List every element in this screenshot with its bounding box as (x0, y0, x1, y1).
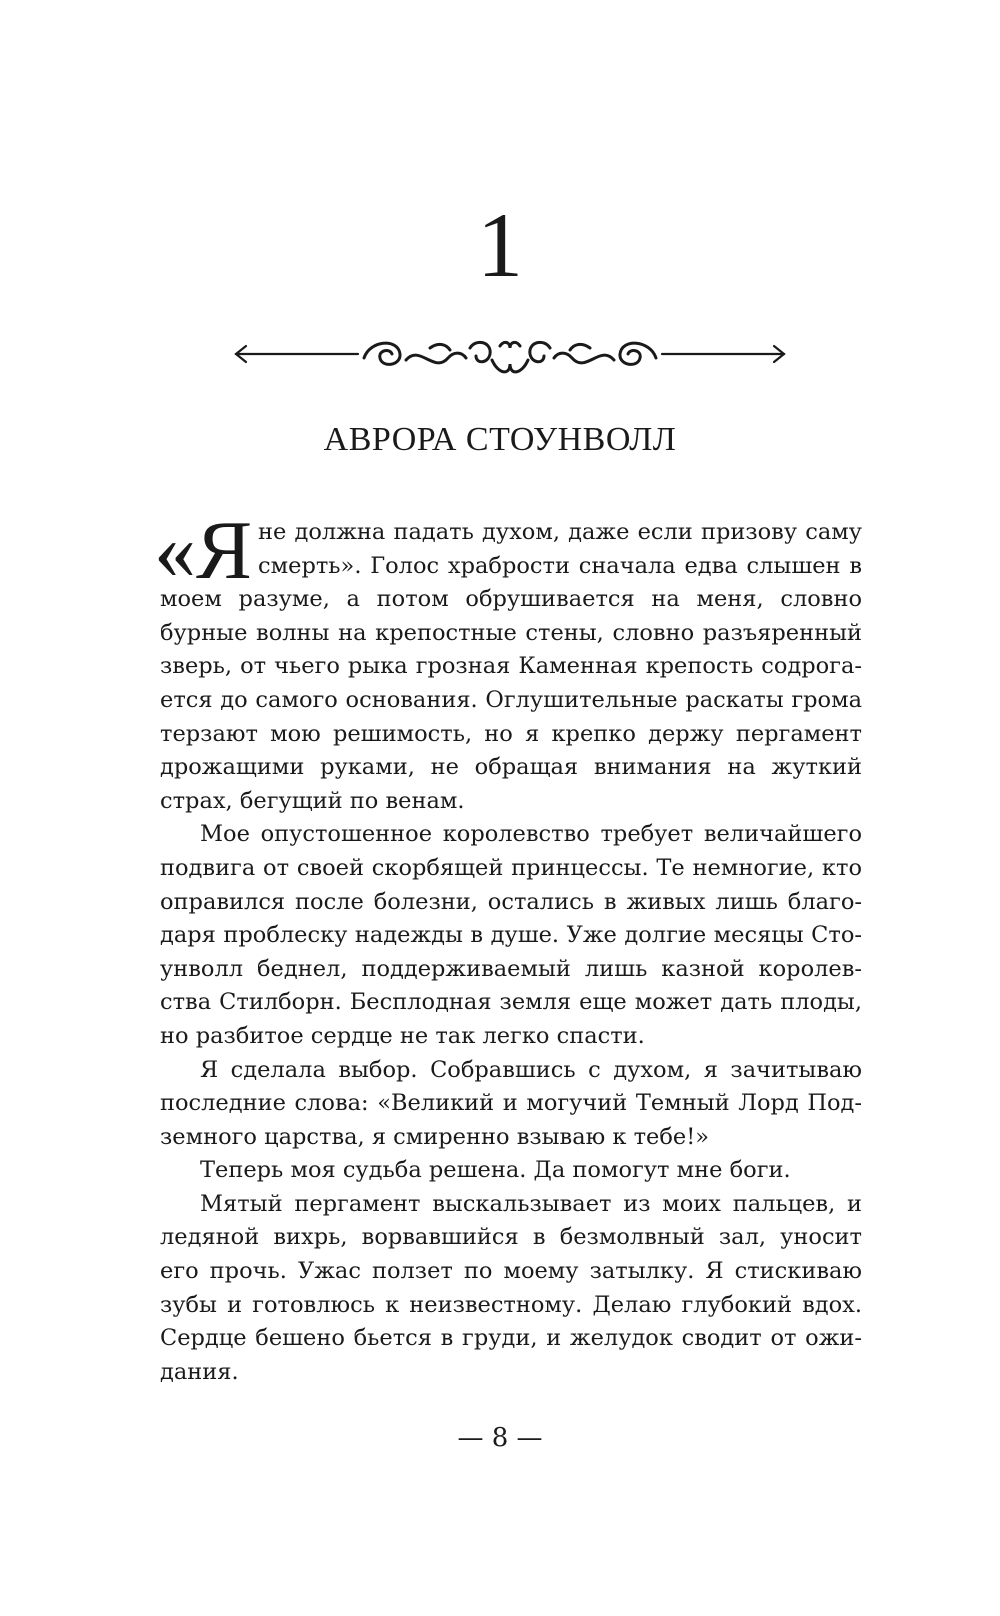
paragraph: Мое опустошенное королевство требует величайшего подвига от своей скорбящей принцессы. Те немногие, кто оправился после болезни, остались в живых лишь благодаря проблеску надежды в душе. Уже долгие месяцы Стоунволл беднел, поддерживаемый лишь казной королевства Стилборн. Бесплодная земля еще может дать плоды, но разбитое сердце не так легко спасти. (160, 821, 862, 1049)
paragraph: Мятый пергамент выскальзывает из моих пальцев, и ледяной вихрь, ворвавшийся в безмолвный зал, уносит его прочь. Ужас ползет по моему затылку. Я стискиваю зубы и готовлюсь к неизвестному. Делаю глубокий вдох. Сердце бешено бьется в груди, и желудок сводит от ожидания. (160, 1190, 862, 1385)
chapter-number: 1 (477, 194, 523, 296)
body-text (154, 504, 862, 1389)
page-number: — 8 — (457, 1423, 543, 1453)
flourish-divider-icon (230, 318, 790, 388)
paragraph: Я сделала выбор. Собравшись с духом, я зачитываю последние слова: «Великий и могучий Темный Лорд Подземного царства, я смиренно взываю к тебе!» (160, 1056, 862, 1150)
paragraph (154, 504, 862, 818)
paragraph: Теперь моя судьба решена. Да помогут мне боги. (200, 1157, 791, 1184)
drop-cap: «Я (154, 504, 253, 597)
chapter-title: АВРОРА СТОУНВОЛЛ (323, 421, 677, 458)
paragraph-text: не должна падать духом, даже если призову саму смерть». Голос храбрости сначала едва слышен в моем разуме, а потом обрушивается на меня, словно бурные волны на крепостные стены, словно разъяренный зверь, от чьего рыка грозная Каменная крепость содрогается до самого основания. Оглушительные раскаты грома терзают мою решимость, но я крепко держу пергамент дрожащими руками, не обращая внимания на жуткий страх, бегущий по венам. (160, 519, 862, 814)
